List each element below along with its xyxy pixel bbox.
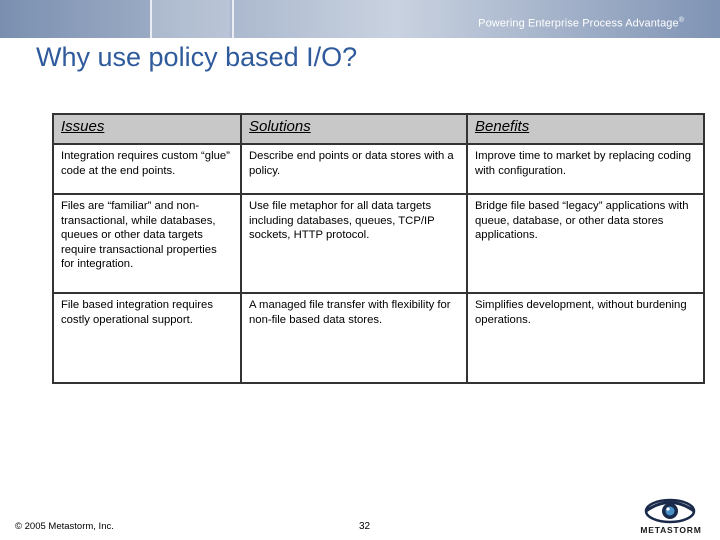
table-row xyxy=(53,293,704,383)
issue-cell: Files are “familiar” and non-transactional, while databases, queues or other data targets require transactional properties for integration. xyxy=(53,194,241,293)
solution-cell: Use file metaphor for all data targets including databases, queues, TCP/IP sockets, HTTP protocol. xyxy=(241,194,467,293)
header-issues: Issues xyxy=(53,114,241,144)
page-number: 32 xyxy=(359,521,371,532)
header-solutions: Solutions xyxy=(241,114,467,144)
banner-divider xyxy=(232,0,234,38)
table-row xyxy=(53,144,704,194)
logo-text: METASTORM xyxy=(640,525,702,535)
eye-logo-icon xyxy=(626,498,716,526)
table-row xyxy=(53,194,704,293)
issue-cell: File based integration requires costly operational support. xyxy=(53,293,241,383)
header-benefits: Benefits xyxy=(467,114,704,144)
banner-divider xyxy=(150,0,152,38)
banner-panel xyxy=(150,0,230,38)
comparison-table xyxy=(52,113,705,384)
header-tagline xyxy=(478,17,684,30)
issue-cell: Integration requires custom “glue” code at the end points. xyxy=(53,144,241,194)
benefit-cell: Bridge file based “legacy” applications with queue, database, or other data stores applications. xyxy=(467,194,704,293)
metastorm-logo xyxy=(626,498,716,536)
solution-cell: A managed file transfer with flexibility for non-file based data stores. xyxy=(241,293,467,383)
registered-mark: ® xyxy=(678,17,684,24)
benefit-cell: Improve time to market by replacing coding with configuration. xyxy=(467,144,704,194)
slide-title: Why use policy based I/O? xyxy=(36,42,358,72)
tagline-text: Powering Enterprise Process Advantage xyxy=(478,17,679,30)
table-header-row xyxy=(53,114,704,144)
solution-cell: Describe end points or data stores with a policy. xyxy=(241,144,467,194)
footer-copyright: © 2005 Metastorm, Inc. xyxy=(15,521,114,532)
benefit-cell: Simplifies development, without burdening operations. xyxy=(467,293,704,383)
top-banner xyxy=(0,0,720,38)
